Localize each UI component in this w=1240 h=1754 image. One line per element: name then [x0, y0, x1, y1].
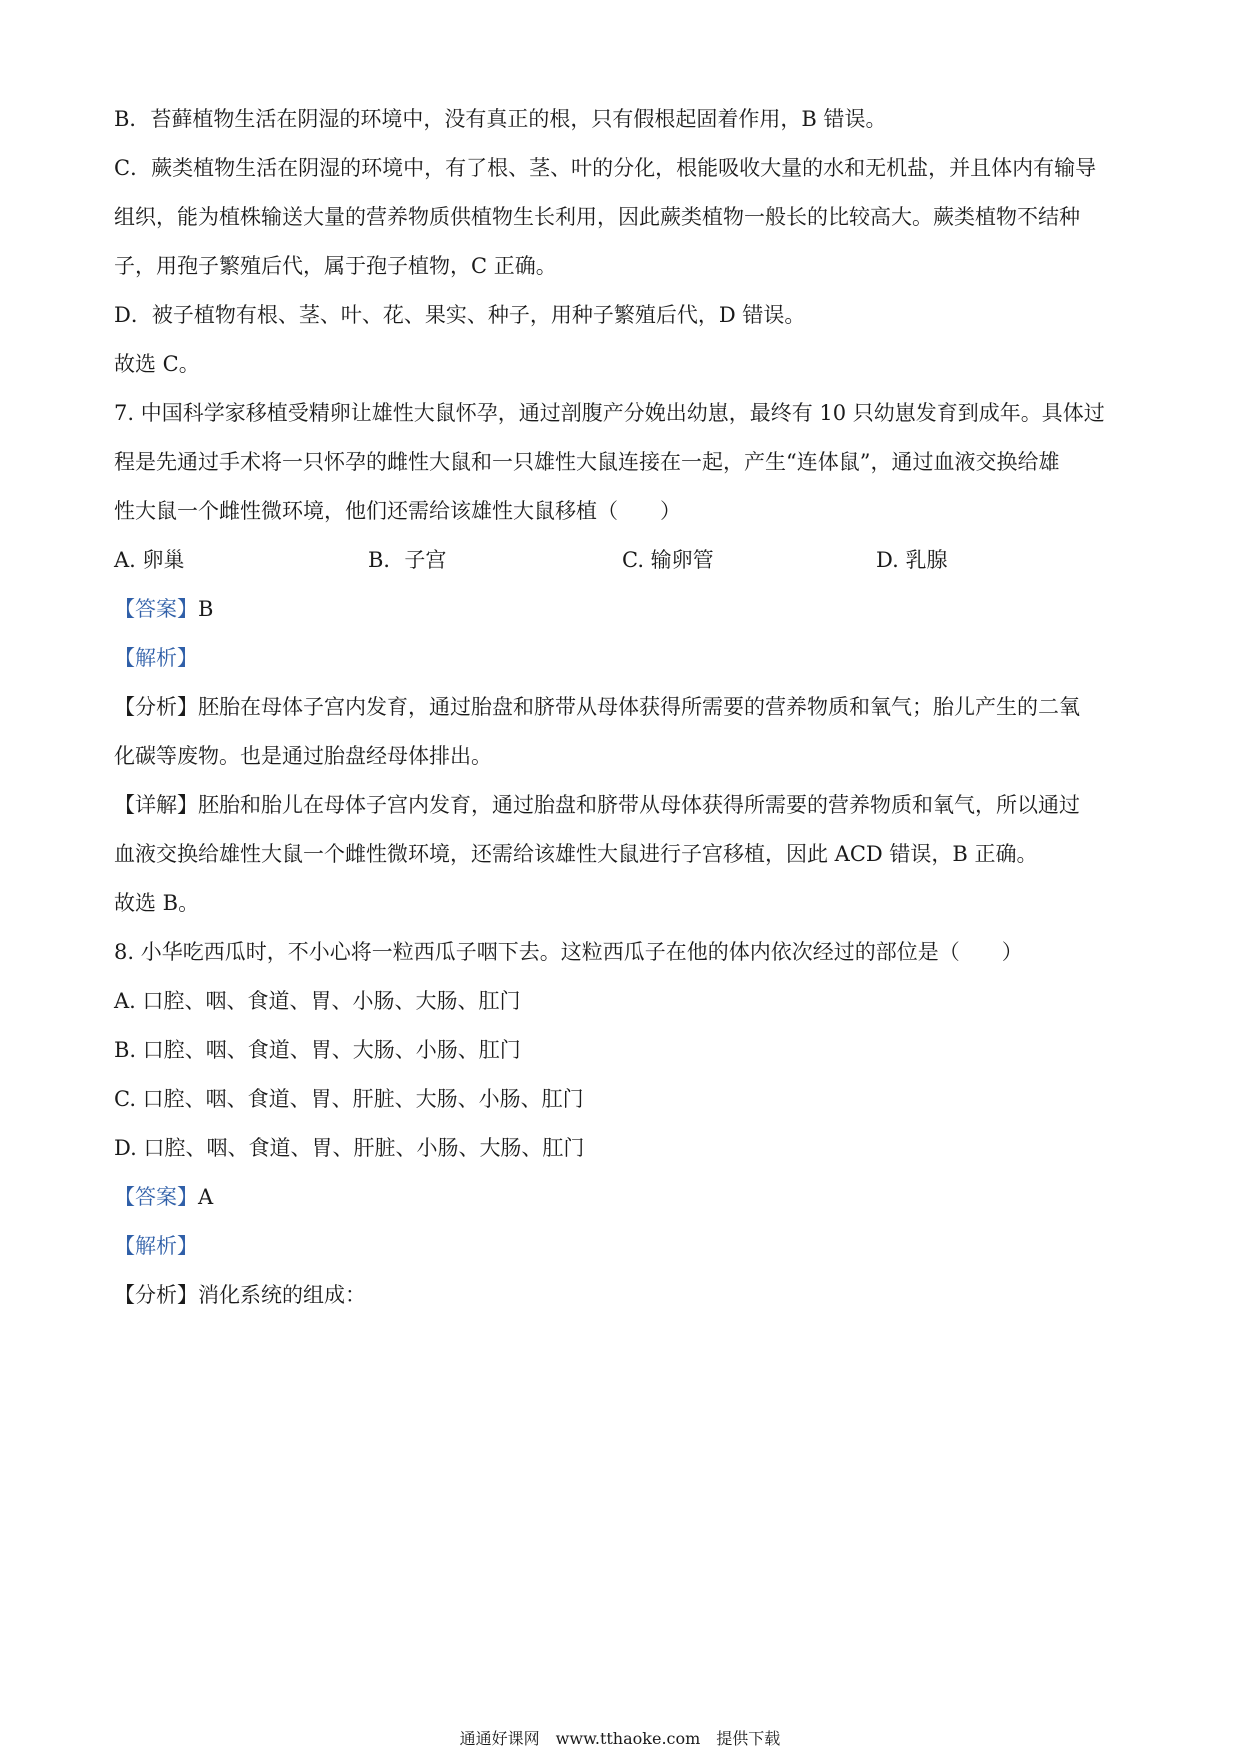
q7-answer [114, 595, 213, 623]
jiexi-tag: 【解析】 [114, 1234, 198, 1258]
fenxi-text: 消化系统的组成： [198, 1283, 366, 1307]
q7-stem-line2: 程是先通过手术将一只怀孕的雌性大鼠和一只雄性大鼠连接在一起，产生“连体鼠”，通过血液交换给雄 [114, 450, 1060, 474]
q7-xiangjie-line1 [114, 791, 1080, 819]
q8-option-c: C. 口腔、咽、食道、胃、肝脏、大肠、小肠、肛门 [114, 1087, 584, 1111]
page-footer: 通通好课网 www.tthaoke.com 提供下载 [459, 1729, 781, 1748]
option-c-explanation-line3: 子，用孢子繁殖后代，属于孢子植物，C 正确。 [114, 254, 557, 278]
answer-value: A [198, 1185, 214, 1209]
q7-jiexi [114, 644, 198, 672]
fenxi-tag: 【分析】 [114, 1283, 198, 1307]
q8-fenxi [114, 1281, 366, 1309]
fenxi-tag: 【分析】 [114, 695, 198, 719]
q7-stem-line1: 7. 中国科学家移植受精卵让雄性大鼠怀孕，通过剖腹产分娩出幼崽，最终有 10 只幼崽发育到成年。具体过 [114, 401, 1105, 425]
answer-value: B [198, 597, 214, 621]
q8-stem: 8. 小华吃西瓜时，不小心将一粒西瓜子咽下去。这粒西瓜子在他的体内依次经过的部位是（ ） [114, 940, 1023, 964]
q7-option-d: D. 乳腺 [876, 548, 948, 572]
q8-answer [114, 1183, 213, 1211]
fenxi-text: 胚胎在母体子宫内发育，通过胎盘和脐带从母体获得所需要的营养物质和氧气；胎儿产生的二氧 [198, 695, 1080, 719]
jiexi-tag: 【解析】 [114, 646, 198, 670]
q7-xiangjie-line2: 血液交换给雄性大鼠一个雌性微环境，还需给该雄性大鼠进行子宫移植，因此 ACD 错误，B 正确。 [114, 842, 1038, 866]
q7-stem-line3: 性大鼠一个雌性微环境，他们还需给该雄性大鼠移植（ ） [114, 499, 681, 523]
q7-fenxi-line2: 化碳等废物。也是通过胎盘经母体排出。 [114, 744, 492, 768]
q8-option-a: A. 口腔、咽、食道、胃、小肠、大肠、肛门 [114, 989, 521, 1013]
xiangjie-tag: 【详解】 [114, 793, 198, 817]
q7-fenxi-line1 [114, 693, 1080, 721]
q8-jiexi [114, 1232, 198, 1260]
option-d-explanation: D．被子植物有根、茎、叶、花、果实、种子，用种子繁殖后代，D 错误。 [114, 303, 806, 327]
q6-conclusion: 故选 C。 [114, 352, 200, 376]
q7-option-b: B．子宫 [368, 548, 447, 572]
option-b-explanation: B．苔藓植物生活在阴湿的环境中，没有真正的根，只有假根起固着作用，B 错误。 [114, 107, 887, 131]
q8-option-b: B. 口腔、咽、食道、胃、大肠、小肠、肛门 [114, 1038, 521, 1062]
q8-option-d: D. 口腔、咽、食道、胃、肝脏、小肠、大肠、肛门 [114, 1136, 585, 1160]
xiangjie-text: 胚胎和胎儿在母体子宫内发育，通过胎盘和脐带从母体获得所需要的营养物质和氧气，所以通过 [198, 793, 1080, 817]
option-c-explanation-line2: 组织，能为植株输送大量的营养物质供植物生长利用，因此蕨类植物一般长的比较高大。蕨类植物不结种 [114, 205, 1080, 229]
answer-tag: 【答案】 [114, 1185, 198, 1209]
answer-tag: 【答案】 [114, 597, 198, 621]
q7-conclusion: 故选 B。 [114, 891, 200, 915]
q7-option-c: C. 输卵管 [622, 548, 714, 572]
q7-option-a: A. 卵巢 [114, 548, 185, 572]
option-c-explanation-line1: C．蕨类植物生活在阴湿的环境中，有了根、茎、叶的分化，根能吸收大量的水和无机盐，并且体内有输导 [114, 156, 1097, 180]
